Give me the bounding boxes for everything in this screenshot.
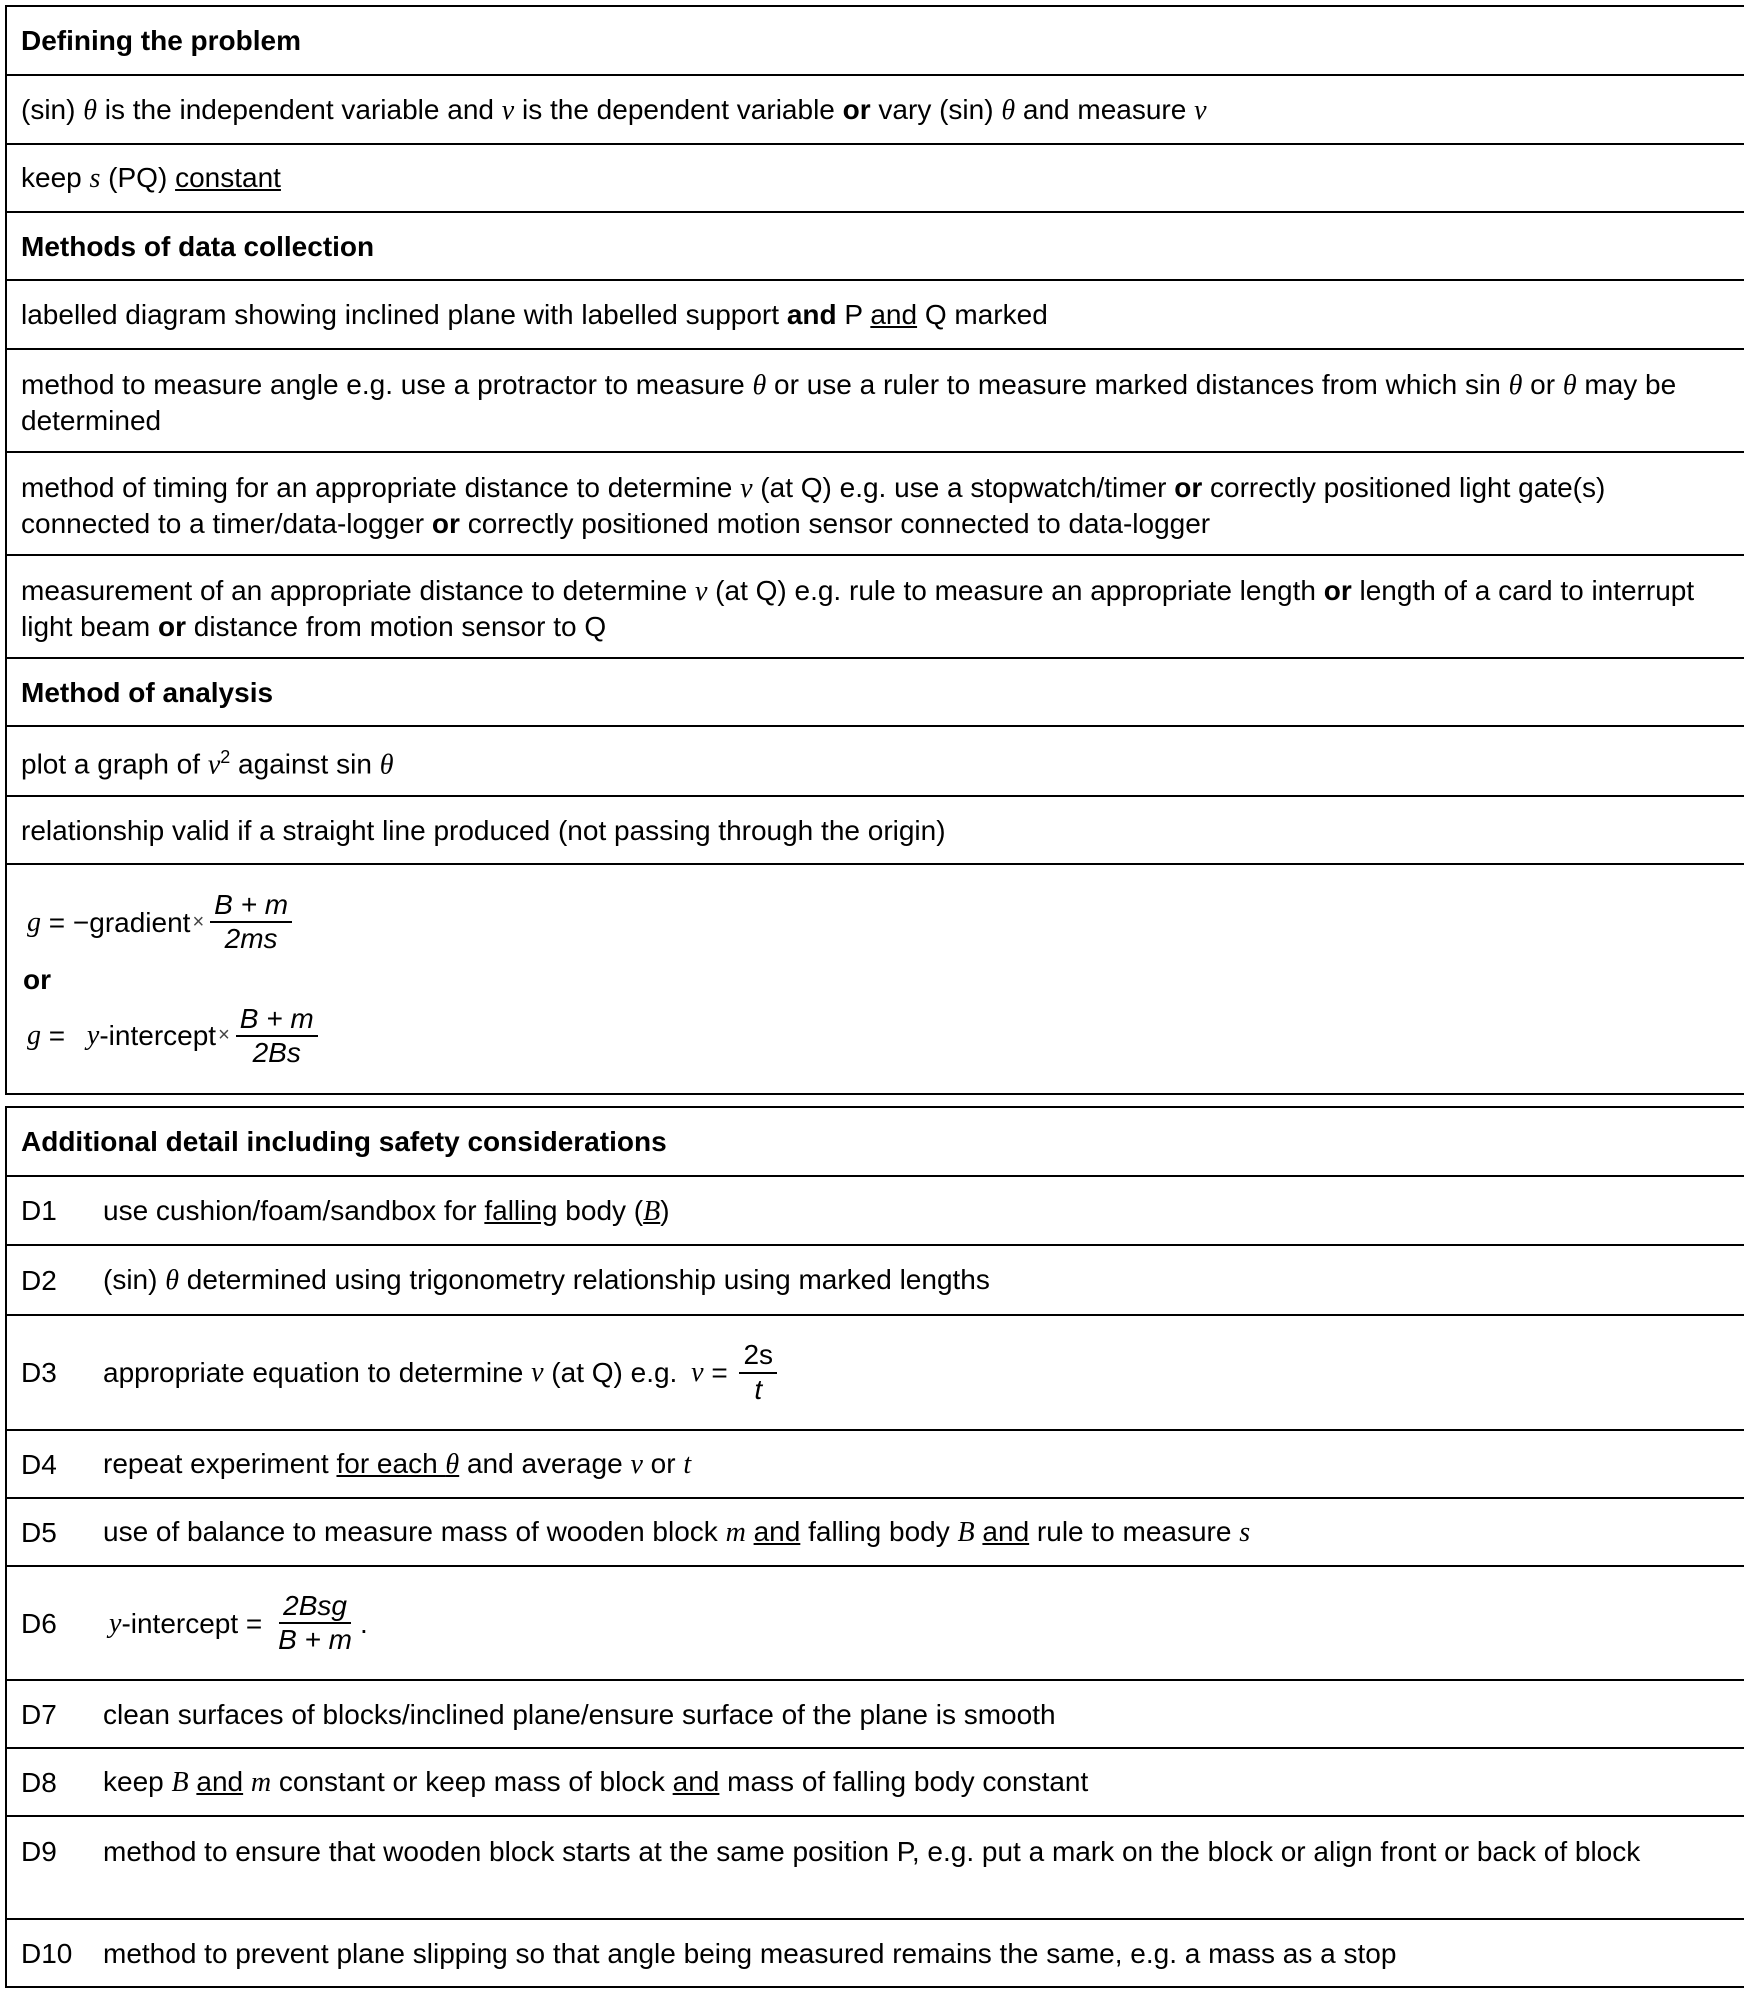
text: plot a graph of	[21, 748, 208, 780]
detail-code: D4	[21, 1448, 57, 1480]
text: (at Q) e.g.	[543, 1357, 686, 1388]
row-text	[21, 92, 1730, 128]
and-keyword: and	[786, 299, 837, 330]
fraction	[739, 1339, 777, 1405]
s-symbol: s	[89, 163, 101, 194]
detail-code: D1	[21, 1195, 57, 1226]
detail-code: D7	[21, 1698, 57, 1730]
underlined-text: and	[753, 1516, 801, 1547]
row-text: method to ensure that wooden block starts at the same position P, e.g. put a mark on the block or align front or back of block	[103, 1836, 1641, 1867]
row-text	[21, 740, 1730, 782]
row-text: relationship valid if a straight line produced (not passing through the origin)	[21, 814, 946, 846]
row-method-timing	[7, 453, 1744, 556]
theta-symbol: θ	[165, 1265, 179, 1296]
row-g-equations	[7, 865, 1744, 1095]
detail-code: D8	[21, 1766, 57, 1798]
text: or use a ruler to measure marked distances from which sin	[766, 369, 1509, 400]
text: method to measure angle e.g. use a protractor to measure	[21, 369, 753, 400]
row-text	[21, 297, 1730, 332]
v-symbol: v	[531, 1357, 544, 1388]
row-text	[21, 367, 1730, 438]
heading-text: Defining the problem	[21, 25, 301, 56]
text: against sin	[230, 748, 380, 780]
text: )	[660, 1194, 670, 1226]
text: and average	[459, 1448, 631, 1479]
v-symbol: v	[501, 94, 515, 126]
heading-additional-detail	[7, 1108, 1744, 1177]
g-symbol: g	[27, 1020, 41, 1052]
detail-code: D2	[21, 1264, 57, 1296]
denominator: 2ms	[224, 923, 278, 955]
row-plot-graph	[7, 727, 1744, 797]
heading-methods-data-collection	[7, 213, 1744, 281]
text: (PQ)	[100, 162, 176, 193]
s-symbol: s	[1239, 1517, 1251, 1548]
equation-intercept	[27, 1003, 322, 1069]
text: Q marked	[917, 299, 1048, 330]
underlined-text: and	[982, 1516, 1030, 1547]
fraction	[236, 1003, 318, 1069]
text: body (	[557, 1194, 644, 1226]
or-keyword: or	[23, 963, 51, 995]
denominator: 2Bs	[252, 1036, 301, 1068]
theta-symbol: θ	[752, 370, 767, 401]
row-d8	[7, 1749, 1744, 1817]
fraction	[210, 889, 292, 955]
row-text: clean surfaces of blocks/inclined plane/ensure surface of the plane is smooth	[103, 1698, 1056, 1730]
B-symbol: B	[171, 1767, 189, 1798]
mark-scheme-table-part2	[5, 1106, 1744, 1988]
equation-block	[23, 889, 322, 1069]
heading-text: Methods of data collection	[21, 230, 375, 262]
row-text	[103, 1764, 1730, 1800]
times-symbol: ×	[218, 1024, 230, 1047]
theta-symbol: θ	[1001, 94, 1016, 126]
text: correctly positioned light gate(s) connected to a timer/data-logger	[21, 472, 1606, 539]
row-d9	[7, 1817, 1744, 1920]
row-text	[103, 1262, 1730, 1298]
row-keep-s-constant	[7, 145, 1744, 213]
text: (sin)	[103, 1264, 166, 1295]
row-text	[21, 470, 1730, 541]
text: .	[360, 1607, 368, 1639]
times-symbol: ×	[192, 910, 205, 933]
underlined-text: and	[196, 1766, 244, 1797]
row-d3	[7, 1316, 1744, 1431]
text: measurement of an appropriate distance to determine	[21, 575, 695, 606]
v-symbol: v	[691, 1357, 704, 1388]
fraction	[274, 1590, 356, 1656]
text: method of timing for an appropriate distance to determine	[21, 472, 741, 503]
detail-code: D6	[21, 1607, 57, 1639]
m-symbol: m	[250, 1767, 272, 1798]
detail-code: D10	[21, 1937, 73, 1969]
text: -intercept =	[121, 1607, 271, 1639]
text: distance from motion sensor to Q	[185, 611, 607, 642]
denominator: t	[754, 1373, 763, 1405]
text: constant or keep mass of block	[271, 1766, 673, 1797]
row-measure-distance	[7, 556, 1744, 659]
denominator: B + m	[278, 1624, 352, 1655]
row-relationship-valid	[7, 797, 1744, 865]
m-symbol: m	[725, 1517, 746, 1548]
underlined-text: for each	[336, 1448, 446, 1479]
row-labelled-diagram	[7, 281, 1744, 350]
text: mass of falling body constant	[719, 1766, 1089, 1797]
underlined-text: and	[870, 299, 918, 330]
B-symbol: B	[957, 1517, 975, 1548]
row-text	[21, 160, 1730, 196]
text: falling body	[800, 1516, 958, 1547]
heading-text: Method of analysis	[21, 676, 274, 708]
text: (at Q) e.g. rule to measure an appropriate length	[707, 575, 1324, 606]
text: appropriate equation to determine	[103, 1357, 532, 1388]
or-keyword: or	[1323, 575, 1352, 606]
text: repeat experiment	[103, 1448, 337, 1479]
text: or	[1522, 369, 1563, 400]
text: (sin)	[21, 93, 84, 125]
v-symbol: v	[630, 1449, 643, 1480]
text: length of a card to interrupt light beam	[21, 575, 1695, 642]
B-symbol: B	[643, 1195, 661, 1227]
numerator: 2s	[739, 1339, 777, 1373]
text: and measure	[1015, 93, 1195, 125]
text: is the dependent variable	[514, 93, 843, 125]
row-text: method to prevent plane slipping so that angle being measured remains the same, e.g. a mass as a stop	[103, 1937, 1397, 1969]
row-measure-angle	[7, 350, 1744, 453]
underlined-text: falling	[484, 1194, 558, 1226]
text: or	[642, 1448, 684, 1479]
y-symbol: y	[109, 1607, 122, 1639]
g-symbol: g	[27, 906, 41, 938]
or-keyword: or	[431, 508, 460, 539]
row-text	[103, 1446, 1730, 1482]
text: keep	[21, 162, 90, 193]
numerator: B + m	[210, 889, 292, 923]
text: determined using trigonometry relationship using marked lengths	[179, 1264, 990, 1295]
row-d1	[7, 1177, 1744, 1246]
row-text	[103, 1514, 1730, 1550]
text: =	[41, 1020, 73, 1052]
heading-text: Additional detail including safety considerations	[21, 1126, 667, 1157]
equation-gradient	[27, 889, 322, 955]
row-d10	[7, 1920, 1744, 1988]
v-symbol: v	[207, 749, 221, 781]
theta-symbol: θ	[379, 749, 394, 781]
row-d5	[7, 1499, 1744, 1567]
row-d6	[7, 1567, 1744, 1681]
or-keyword: or	[1174, 472, 1203, 503]
v-symbol: v	[694, 576, 708, 607]
row-variables	[7, 76, 1744, 145]
text: P	[836, 299, 871, 330]
text: use of balance to measure mass of wooden block	[103, 1516, 726, 1547]
theta-symbol: θ	[1562, 370, 1577, 401]
detail-code: D9	[21, 1836, 57, 1867]
row-text	[103, 1193, 1730, 1229]
row-text	[103, 1590, 1730, 1656]
row-d4	[7, 1431, 1744, 1499]
underlined-text: and	[672, 1766, 720, 1797]
heading-method-analysis	[7, 659, 1744, 727]
theta-symbol: θ	[1508, 370, 1523, 401]
text: use cushion/foam/sandbox for	[103, 1194, 485, 1226]
text: keep	[103, 1766, 172, 1797]
mark-scheme-table-part1	[5, 5, 1744, 1095]
detail-code: D5	[21, 1516, 57, 1548]
row-d2	[7, 1246, 1744, 1316]
or-keyword: or	[842, 93, 871, 125]
superscript-2: 2	[220, 746, 231, 767]
text: labelled diagram showing inclined plane with labelled support	[21, 299, 787, 330]
row-text	[21, 573, 1730, 644]
y-symbol: y	[86, 1020, 100, 1052]
theta-symbol: θ	[445, 1449, 460, 1480]
text: may be determined	[21, 369, 1677, 436]
v-symbol: v	[740, 473, 753, 504]
text: -intercept	[99, 1020, 217, 1052]
underlined-text: constant	[175, 162, 281, 193]
row-text	[103, 1339, 1730, 1405]
numerator: 2Bsg	[279, 1590, 351, 1624]
text: vary (sin)	[870, 93, 1002, 125]
text: correctly positioned motion sensor connected to data-logger	[459, 508, 1211, 539]
text: =	[703, 1357, 736, 1388]
row-d7	[7, 1681, 1744, 1749]
heading-defining-problem	[7, 7, 1744, 76]
text: (at Q) e.g. use a stopwatch/timer	[752, 472, 1175, 503]
text: rule to measure	[1029, 1516, 1240, 1547]
detail-code: D3	[21, 1357, 57, 1388]
v-symbol: v	[1194, 94, 1207, 126]
numerator: B + m	[236, 1003, 318, 1037]
text: is the independent variable and	[97, 93, 502, 125]
or-keyword: or	[157, 611, 186, 642]
t-symbol: t	[683, 1449, 692, 1480]
text: = −gradient	[41, 906, 191, 938]
theta-symbol: θ	[83, 94, 97, 126]
